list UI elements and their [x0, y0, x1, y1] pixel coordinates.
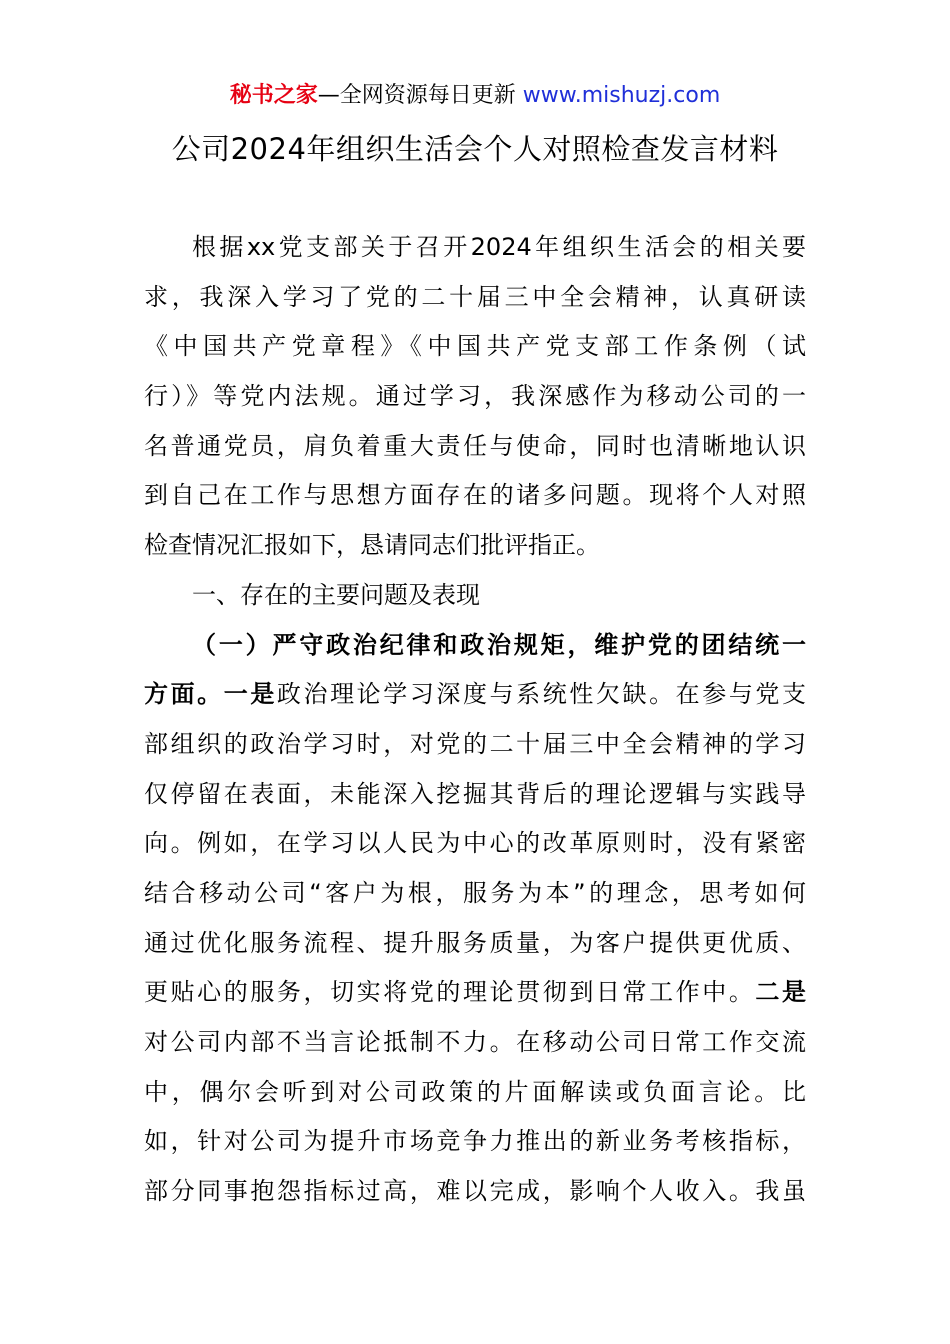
paragraph-line: 通过优化服务流程、提升服务质量，为客户提供更优质、 — [144, 928, 806, 957]
paragraph-line: 部组织的政治学习时，对党的二十届三中全会精神的学习 — [144, 729, 806, 758]
subsection-heading: （一）严守政治纪律和政治规矩，维护党的团结统一 — [192, 630, 806, 659]
paragraph-line: 名普通党员，肩负着重大责任与使命，同时也清晰地认识 — [144, 431, 806, 460]
paragraph-line: 部分同事抱怨指标过高，难以完成，影响个人收入。我虽 — [144, 1177, 806, 1206]
paragraph-line: 求，我深入学习了党的二十届三中全会精神，认真研读 — [144, 282, 806, 311]
document-body — [144, 223, 806, 1217]
paragraph-line: 如，针对公司为提升市场竞争力推出的新业务考核指标， — [144, 1127, 806, 1156]
paragraph-line: 根据xx党支部关于召开2024年组织生活会的相关要 — [192, 233, 806, 261]
document-title: 公司2024年组织生活会个人对照检查发言材料 — [171, 132, 779, 166]
paragraph-line: 仅停留在表面，未能深入挖掘其背后的理论逻辑与实践导 — [144, 779, 806, 808]
paragraph-line: 中，偶尔会听到对公司政策的片面解读或负面言论。比 — [144, 1077, 806, 1106]
section-heading: 一、存在的主要问题及表现 — [192, 580, 480, 609]
paragraph-line: 行）》等党内法规。通过学习，我深感作为移动公司的一 — [144, 382, 806, 411]
site-brand: 秘书之家 — [229, 83, 318, 108]
paragraph-line: 《中国共产党章程》《中国共产党支部工作条例（试 — [144, 332, 806, 361]
paragraph-line: 向。例如，在学习以人民为中心的改革原则时，没有紧密 — [144, 829, 806, 858]
paragraph-line: 到自己在工作与思想方面存在的诸多问题。现将个人对照 — [144, 481, 806, 510]
site-tagline: —全网资源每日更新 — [317, 83, 523, 108]
paragraph-line: 检查情况汇报如下，恳请同志们批评指正。 — [144, 531, 600, 560]
paragraph-line: 更贴心的服务，切实将党的理论贯彻到日常工作中。二是 — [144, 978, 806, 1007]
paragraph-line: 结合移动公司“客户为根，服务为本”的理念，思考如何 — [144, 878, 806, 907]
paragraph-line: 对公司内部不当言论抵制不力。在移动公司日常工作交流 — [144, 1028, 806, 1056]
site-url-link[interactable]: www.mishuzj.com — [522, 83, 721, 108]
site-header — [0, 80, 950, 112]
paragraph-line: 方面。一是政治理论学习深度与系统性欠缺。在参与党支 — [144, 680, 806, 709]
